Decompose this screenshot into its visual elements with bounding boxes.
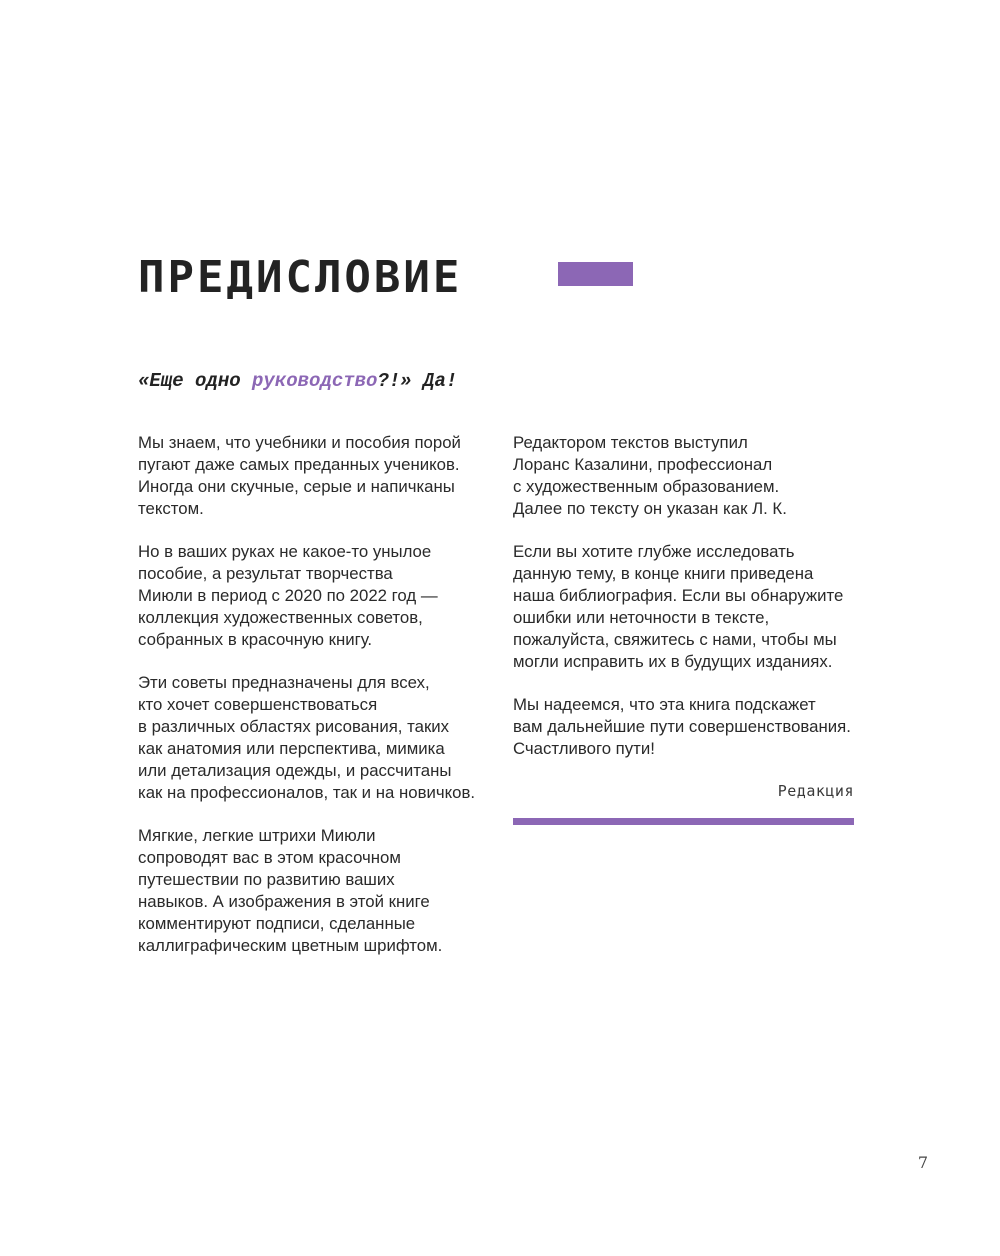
text-line: наша библиография. Если вы обнаружите xyxy=(513,586,844,605)
text-line: коллекция художественных советов, xyxy=(138,608,423,627)
page-number: 7 xyxy=(917,1153,928,1172)
text-line: каллиграфическим цветным шрифтом. xyxy=(138,936,443,955)
text-line: с художественным образованием. xyxy=(513,477,780,496)
left-text-column xyxy=(138,432,490,978)
title-accent-bar xyxy=(558,262,633,286)
text-line: или детализация одежды, и рассчитаны xyxy=(138,761,452,780)
text-line: путешествии по развитию ваших xyxy=(138,870,395,889)
page-title: ПРЕДИСЛОВИЕ xyxy=(138,252,463,303)
text-line: Миюли в период с 2020 по 2022 год — xyxy=(138,586,438,605)
text-line: вам дальнейшие пути совершенствования. xyxy=(513,717,851,736)
text-line: Мягкие, легкие штрихи Миюли xyxy=(138,826,376,845)
signature: Редакция xyxy=(777,782,854,800)
paragraph xyxy=(513,541,858,673)
paragraph xyxy=(138,672,490,804)
text-line: как на профессионалов, так и на новичков. xyxy=(138,783,476,802)
text-line: пугают даже самых преданных учеников. xyxy=(138,455,460,474)
text-line: пособие, а результат творчества xyxy=(138,564,393,583)
text-line: комментируют подписи, сделанные xyxy=(138,914,416,933)
text-line: текстом. xyxy=(138,499,204,518)
text-line: в различных областях рисования, таких xyxy=(138,717,450,736)
text-line: пожалуйста, свяжитесь с нами, чтобы мы xyxy=(513,630,837,649)
text-line: Если вы хотите глубже исследовать xyxy=(513,542,795,561)
subtitle-lead: «Еще одно xyxy=(138,370,253,392)
paragraph xyxy=(138,432,490,520)
text-line: как анатомия или перспектива, мимика xyxy=(138,739,445,758)
subtitle-tail: ?!» Да! xyxy=(377,370,458,392)
text-line: Счастливого пути! xyxy=(513,739,655,758)
paragraph xyxy=(138,825,490,957)
text-line: Далее по тексту он указан как Л. К. xyxy=(513,499,787,518)
right-text-column xyxy=(513,432,858,781)
text-line: данную тему, в конце книги приведена xyxy=(513,564,814,583)
text-line: могли исправить их в будущих изданиях. xyxy=(513,652,833,671)
text-line: собранных в красочную книгу. xyxy=(138,630,373,649)
text-line: навыков. А изображения в этой книге xyxy=(138,892,430,911)
subtitle xyxy=(138,368,457,394)
paragraph xyxy=(138,541,490,651)
paragraph xyxy=(513,432,858,520)
text-line: сопроводят вас в этом красочном xyxy=(138,848,401,867)
text-line: Лоранс Казалини, профессионал xyxy=(513,455,773,474)
text-line: кто хочет совершенствоваться xyxy=(138,695,378,714)
text-line: ошибки или неточности в тексте, xyxy=(513,608,770,627)
text-line: Эти советы предназначены для всех, xyxy=(138,673,430,692)
text-line: Но в ваших руках не какое-то унылое xyxy=(138,542,432,561)
paragraph xyxy=(513,694,858,760)
text-line: Редактором текстов выступил xyxy=(513,433,748,452)
signature-accent-bar xyxy=(513,818,854,825)
text-line: Мы надеемся, что эта книга подскажет xyxy=(513,695,816,714)
text-line: Иногда они скучные, серые и напичканы xyxy=(138,477,455,496)
text-line: Мы знаем, что учебники и пособия порой xyxy=(138,433,461,452)
subtitle-highlight: руководство xyxy=(252,370,378,392)
